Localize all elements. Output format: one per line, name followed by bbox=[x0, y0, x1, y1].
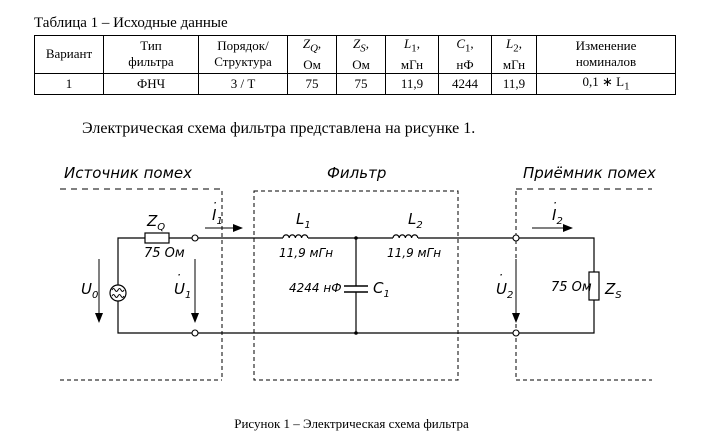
l2-value: 11,9 мГн bbox=[387, 246, 442, 260]
u0-label: $U_0$ bbox=[81, 280, 99, 301]
cell-c1: 4244 bbox=[439, 73, 492, 95]
u2-dot: · bbox=[499, 268, 503, 282]
section-source-heading: Источник помех bbox=[64, 164, 193, 182]
terminal-out-bottom bbox=[513, 330, 519, 336]
zq-value: 75 Ом bbox=[144, 246, 185, 261]
zq-label: $Z_Q$ bbox=[147, 212, 166, 233]
voltage-source-icon bbox=[110, 285, 126, 301]
figure-caption: Рисунок 1 – Электрическая схема фильтра bbox=[234, 416, 469, 431]
cell-l2: 11,9 bbox=[492, 73, 537, 95]
node-dot-top bbox=[354, 236, 358, 240]
paragraph: Электрическая схема фильтра представлена на рисунке 1. bbox=[82, 120, 476, 137]
node-dot-bottom bbox=[354, 331, 358, 335]
l2-inductor bbox=[393, 235, 418, 238]
i2-label: $I_2$ bbox=[552, 206, 563, 227]
header-nominal-change: Изменение номиналов bbox=[537, 36, 676, 74]
header-zs: $Z_S$, Ом bbox=[337, 36, 386, 74]
terminal-out-top bbox=[513, 235, 519, 241]
terminal-in-bottom bbox=[192, 330, 198, 336]
c1-value: 4244 нФ bbox=[289, 281, 342, 295]
cell-l1: 11,9 bbox=[386, 73, 439, 95]
l1-inductor bbox=[283, 235, 308, 238]
i2-dot: · bbox=[553, 196, 557, 210]
zs-label: $Z_S$ bbox=[605, 280, 622, 301]
i1-label: $I_1$ bbox=[212, 206, 223, 227]
header-l1: $L_1$, мГн bbox=[386, 36, 439, 74]
l1-label: $L_1$ bbox=[296, 210, 311, 231]
section-filter-heading: Фильтр bbox=[327, 164, 387, 182]
zq-resistor bbox=[145, 233, 169, 243]
cell-variant: 1 bbox=[35, 73, 104, 95]
i1-dot: · bbox=[213, 196, 217, 210]
u1-label: $U_1$ bbox=[174, 280, 192, 301]
header-zq: $Z_Q$, Ом bbox=[288, 36, 337, 74]
c1-label: $C_1$ bbox=[373, 279, 390, 300]
table-caption: Таблица 1 – Исходные данные bbox=[34, 15, 228, 31]
cell-zq: 75 bbox=[288, 73, 337, 95]
cell-order-structure: 3 / Т bbox=[199, 73, 288, 95]
header-variant: Вариант bbox=[35, 36, 104, 74]
header-filter-type: Тип фильтра bbox=[104, 36, 199, 74]
cell-zs: 75 bbox=[337, 73, 386, 95]
u1-dot: · bbox=[177, 268, 181, 282]
cell-nominal-change: 0,1 ∗ $L_1$ bbox=[537, 73, 676, 95]
header-order-structure: Порядок/ Структура bbox=[199, 36, 288, 74]
cell-filter-type: ФНЧ bbox=[104, 73, 199, 95]
l1-value: 11,9 мГн bbox=[279, 246, 334, 260]
header-c1: $C_1$, нФ bbox=[439, 36, 492, 74]
terminal-in-top bbox=[192, 235, 198, 241]
zs-value: 75 Ом bbox=[551, 280, 592, 295]
u2-label: $U_2$ bbox=[496, 280, 514, 301]
header-l2: $L_2$, мГн bbox=[492, 36, 537, 74]
l2-label: $L_2$ bbox=[408, 210, 423, 231]
section-receiver-heading: Приёмник помех bbox=[523, 164, 656, 182]
